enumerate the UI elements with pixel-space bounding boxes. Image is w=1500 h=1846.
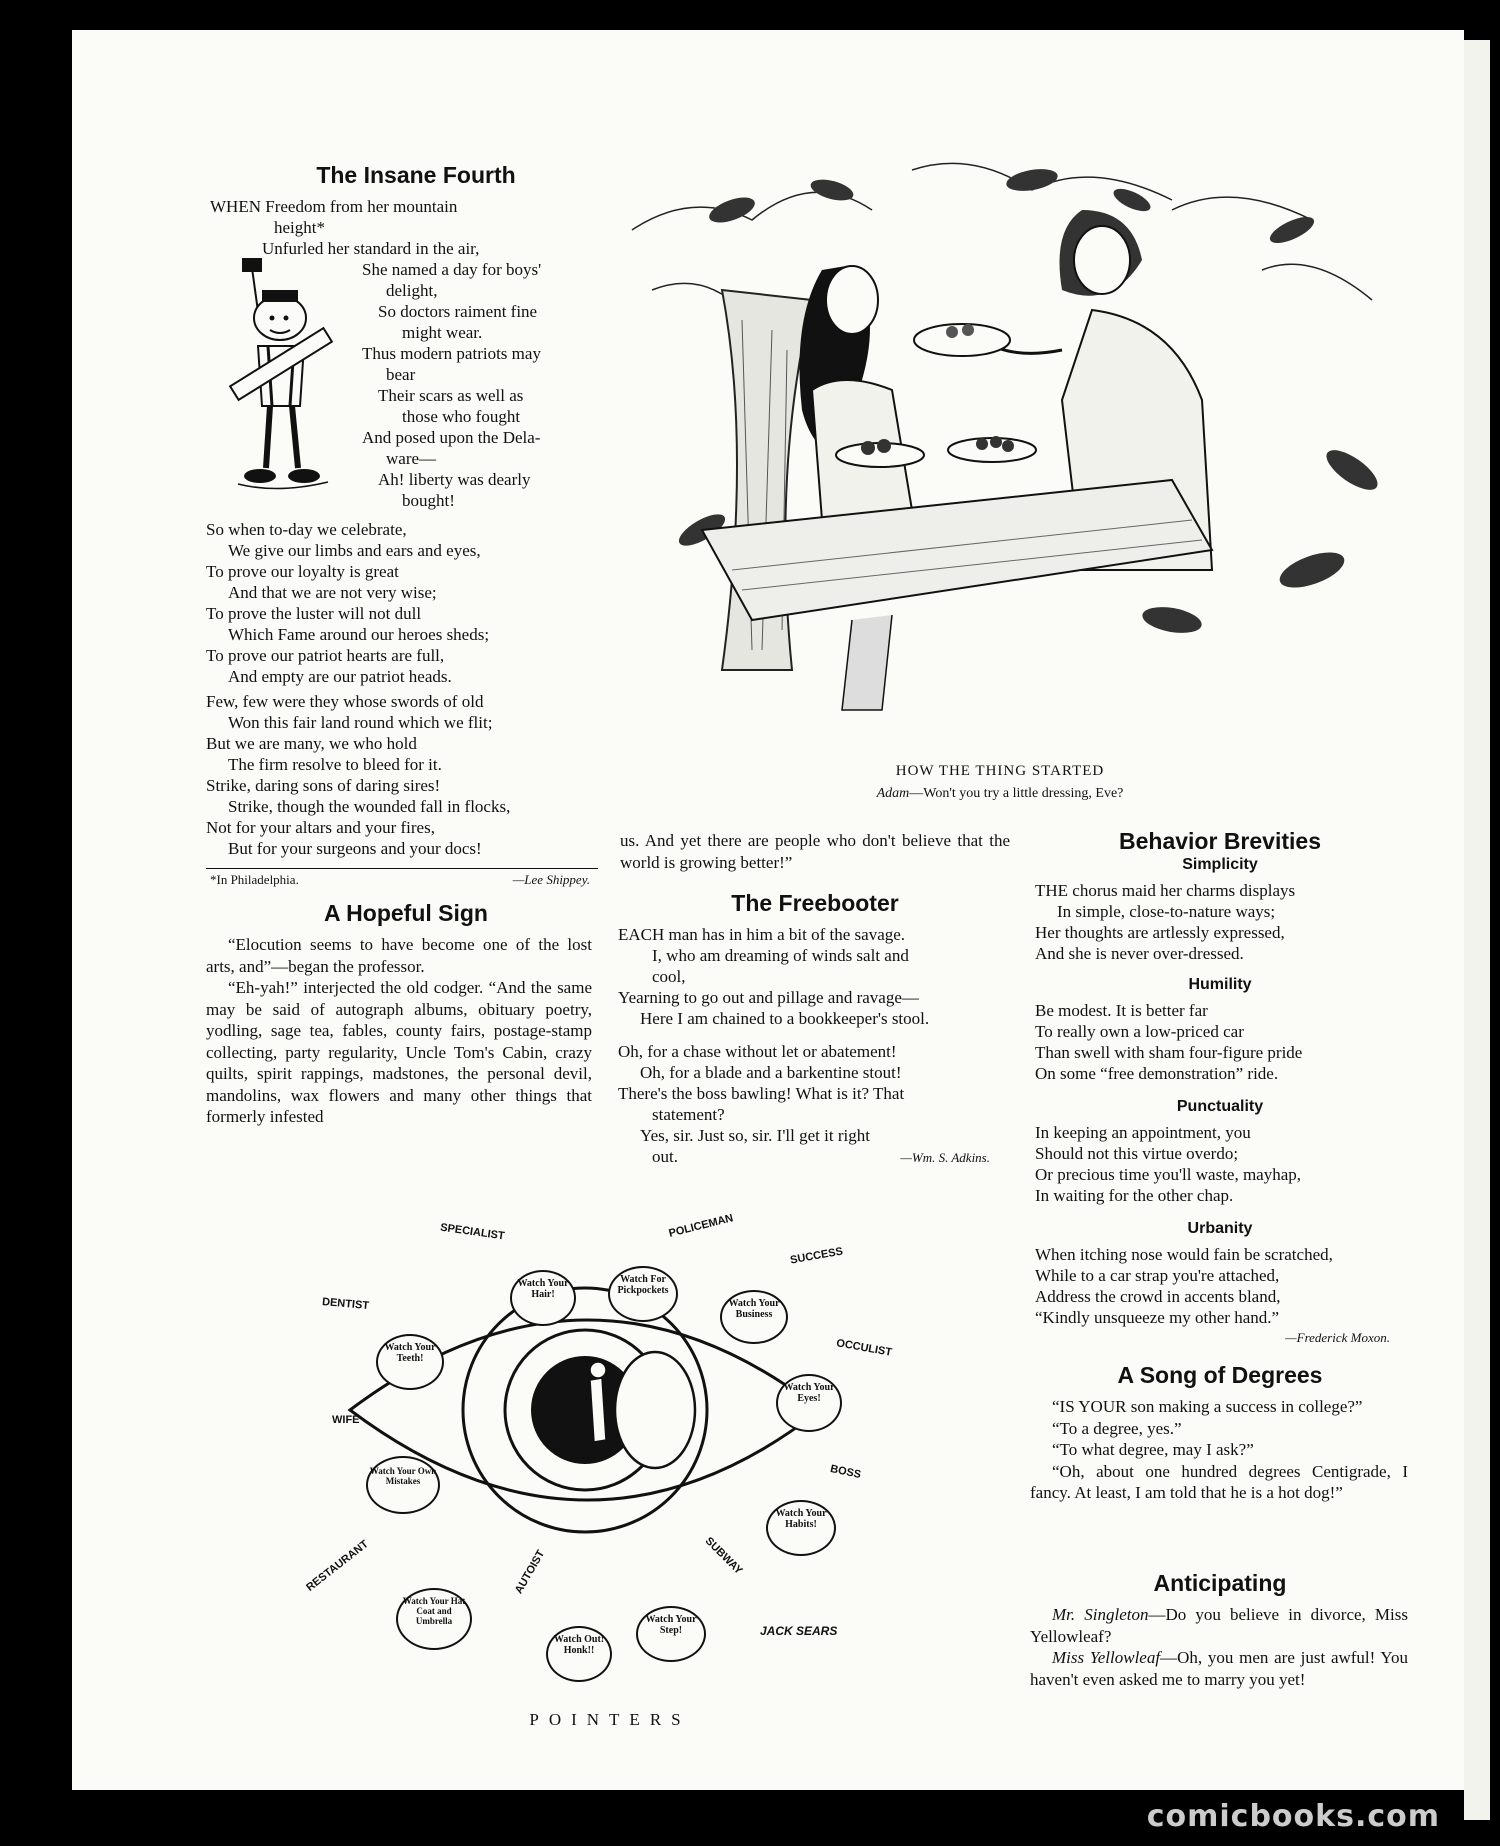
hopeful-sign-continued <box>620 830 1010 873</box>
illustration-quote <box>800 786 1200 802</box>
dialogue-text: —Oh, you men are just awful! You haven't even asked me to marry you yet! <box>1030 1648 1409 1689</box>
poem-line: Ah! liberty was dearly <box>378 470 531 489</box>
verse-line: Should not this virtue overdo; <box>1035 1144 1239 1163</box>
poem-line: I, who am dreaming of winds salt and <box>652 946 909 965</box>
insane-fourth-stanza-2 <box>206 519 606 687</box>
poem-line: But for your surgeons and your docs! <box>228 839 482 858</box>
verse-line: In waiting for the other chap. <box>1035 1186 1234 1205</box>
insane-fourth-stanza-3 <box>206 691 606 859</box>
poem-line: Yes, sir. Just so, sir. I'll get it right <box>640 1126 870 1145</box>
hand-label: SUCCESS <box>789 1245 844 1267</box>
verse-line: In keeping an appointment, you <box>1035 1123 1251 1142</box>
poem-line: Their scars as well as <box>378 386 524 405</box>
poem-line: So doctors raiment fine <box>378 302 538 321</box>
poem-line: cool, <box>652 967 686 986</box>
eye-message: Watch Out! Honk!! <box>546 1626 612 1682</box>
hand-label: OCCULIST <box>835 1337 893 1359</box>
simplicity-verse <box>1035 880 1415 964</box>
paragraph: “Eh-yah!” interjected the old codger. “And the same may be said of autograph albums, obituary poetry, yodling, sage tea, fables, county fairs, postage-stamp collecting, party regularity, Uncle Tom's Cabin, crazy quilts, spirit rappings, madstones, the personal devil, mandolins, wax flowers and many other things that formerly infested <box>206 978 592 1126</box>
verse-line: Or precious time you'll waste, mayhap, <box>1035 1165 1302 1184</box>
quote-text: —Won't you try a little dressing, Eve? <box>909 786 1124 801</box>
speaker-name: Miss Yellowleaf <box>1052 1648 1161 1667</box>
verse-line: Her thoughts are artlessly expressed, <box>1035 923 1285 942</box>
anticipating-title: Anticipating <box>1153 1570 1287 1596</box>
verse-line: And she is never over-dressed. <box>1035 944 1244 963</box>
verse-line: Than swell with sham four-figure pride <box>1035 1043 1303 1062</box>
eye-message: Watch Your Business <box>720 1290 788 1344</box>
poem-line: WHEN Freedom from her mountain <box>210 197 458 216</box>
eye-message: Watch Your Step! <box>636 1606 706 1662</box>
verse-line: While to a car strap you're attached, <box>1035 1266 1280 1285</box>
verse-line: On some “free demonstration” ride. <box>1035 1064 1279 1083</box>
paragraph <box>1030 1647 1408 1690</box>
poem-line: We give our limbs and ears and eyes, <box>228 541 481 560</box>
hand-label: POLICEMAN <box>667 1212 735 1240</box>
verse-line: To really own a low-priced car <box>1035 1022 1244 1041</box>
verse-line: In simple, close-to-nature ways; <box>1057 902 1276 921</box>
poem-line: Oh, for a blade and a barkentine stout! <box>640 1063 902 1082</box>
hand-label: SPECIALIST <box>439 1221 506 1243</box>
poem-line: Won this fair land round which we flit; <box>228 713 493 732</box>
section-heading: Simplicity <box>1182 856 1258 873</box>
eye-message: Watch Your Teeth! <box>376 1334 444 1390</box>
facing-page-edge <box>1464 40 1490 1820</box>
speaker-name: Adam <box>876 786 910 801</box>
poem-line: So when to-day we celebrate, <box>206 520 407 539</box>
poem-line: delight, <box>386 281 438 300</box>
boy-firecracker-illustration <box>218 256 350 496</box>
eye-message: Watch Your Habits! <box>766 1500 836 1556</box>
poem-line: ware— <box>386 449 437 468</box>
verse-line: “Kindly unsqueeze my other hand.” <box>1035 1308 1280 1327</box>
hand-label: AUTOIST <box>512 1548 548 1596</box>
pointers-caption: POINTERS <box>529 1710 691 1729</box>
song-of-degrees-title: A Song of Degrees <box>1117 1362 1323 1388</box>
poem-line: And empty are our patriot heads. <box>228 667 452 686</box>
urbanity-verse <box>1035 1244 1415 1328</box>
paragraph: “IS YOUR son making a success in college?” <box>1052 1397 1363 1416</box>
poem-line: Oh, for a chase without let or abatement! <box>618 1042 897 1061</box>
poem-line: statement? <box>652 1105 725 1124</box>
poem-line: Few, few were they whose swords of old <box>206 692 484 711</box>
poem-line: The firm resolve to bleed for it. <box>228 755 442 774</box>
verse-line: When itching nose would fain be scratched, <box>1035 1245 1333 1264</box>
eye-message: Watch For Pickpockets <box>608 1266 678 1322</box>
artist-signature: JACK SEARS <box>760 1624 838 1638</box>
poem-line: But we are many, we who hold <box>206 734 417 753</box>
hand-label: SUBWAY <box>702 1535 745 1577</box>
author-credit: —Frederick Moxon. <box>1285 1330 1390 1345</box>
freebooter-title: The Freebooter <box>731 890 899 916</box>
stanza-gap <box>618 1029 1018 1041</box>
hand-label: WIFE <box>332 1414 360 1426</box>
poem-line: Which Fame around our heroes sheds; <box>228 625 490 644</box>
poem-line: Not for your altars and your fires, <box>206 818 435 837</box>
poem-line: Thus modern patriots may <box>362 344 541 363</box>
speaker-name: Mr. Singleton <box>1052 1605 1149 1624</box>
freebooter-poem <box>618 924 1018 1167</box>
illustration-caption: HOW THE THING STARTED <box>895 763 1105 779</box>
poem-line: out. <box>652 1147 678 1166</box>
poem-line: might wear. <box>402 323 483 342</box>
paragraph: “To what degree, may I ask?” <box>1052 1440 1254 1459</box>
song-of-degrees-body <box>1030 1396 1408 1504</box>
paragraph: us. And yet there are people who don't believe that the world is growing better!” <box>620 831 1010 872</box>
hopeful-sign-body <box>206 934 592 1128</box>
poem-line: Strike, daring sons of daring sires! <box>206 776 441 795</box>
poem-line: To prove our loyalty is great <box>206 562 399 581</box>
poem-line: She named a day for boys' <box>362 260 542 279</box>
adam-eve-illustration <box>612 150 1402 760</box>
eye-message: Watch Your Hat Coat and Umbrella <box>396 1588 472 1650</box>
poem-line: height* <box>274 218 325 237</box>
humility-verse <box>1035 1000 1415 1084</box>
poem-line: EACH man has in him a bit of the savage. <box>618 925 906 944</box>
poem-line: Yearning to go out and pillage and ravage— <box>618 988 919 1007</box>
verse-line: THE chorus maid her charms displays <box>1035 881 1296 900</box>
eye-message: Watch Your Eyes! <box>776 1374 842 1432</box>
section-heading: Humility <box>1188 976 1252 993</box>
verse-line: Address the crowd in accents bland, <box>1035 1287 1281 1306</box>
footnote-rule <box>206 868 598 869</box>
poem-line: Unfurled her standard in the air, <box>262 239 480 258</box>
punctuality-verse <box>1035 1122 1415 1206</box>
author-credit: —Lee Shippey. <box>512 872 590 887</box>
poem-line: bear <box>386 365 416 384</box>
anticipating-body <box>1030 1604 1408 1690</box>
eye-message: Watch Your Own Mistakes <box>366 1456 440 1514</box>
paragraph: “Elocution seems to have become one of the lost arts, and”—began the professor. <box>206 935 592 976</box>
behavior-brevities-title: Behavior Brevities <box>1119 828 1321 854</box>
dialogue-text: —Do you believe in divorce, Miss Yellowleaf? <box>1030 1605 1408 1646</box>
paragraph <box>1030 1604 1408 1647</box>
verse-line: Be modest. It is better far <box>1035 1001 1208 1020</box>
eye-message: Watch Your Hair! <box>510 1270 576 1326</box>
paragraph: “To a degree, yes.” <box>1052 1418 1182 1438</box>
poem-line: And that we are not very wise; <box>228 583 437 602</box>
poem-line: And posed upon the Dela- <box>362 428 541 447</box>
author-credit: —Wm. S. Adkins. <box>900 1150 990 1165</box>
poem-line: Strike, though the wounded fall in flocks, <box>228 797 511 816</box>
poem-line: those who fought <box>402 407 521 426</box>
poem-line: To prove the luster will not dull <box>206 604 422 623</box>
insane-fourth-title: The Insane Fourth <box>316 162 516 188</box>
hand-label: DENTIST <box>321 1295 370 1313</box>
hand-label: BOSS <box>829 1462 863 1482</box>
hand-label: RESTAURANT <box>304 1538 371 1594</box>
site-watermark: comicbooks.com <box>1146 1799 1440 1834</box>
footnote: *In Philadelphia. <box>210 872 299 887</box>
section-heading: Urbanity <box>1187 1220 1253 1237</box>
section-heading: Punctuality <box>1176 1098 1264 1115</box>
hopeful-sign-title: A Hopeful Sign <box>324 900 488 926</box>
poem-line: bought! <box>402 491 455 510</box>
poem-line: There's the boss bawling! What is it? That <box>618 1084 905 1103</box>
pointers-cartoon <box>260 1190 960 1670</box>
poem-line: Here I am chained to a bookkeeper's stool. <box>640 1009 930 1028</box>
poem-line: To prove our patriot hearts are full, <box>206 646 445 665</box>
paragraph: “Oh, about one hundred degrees Centigrade, I fancy. At least, I am told that he is a hot dog!” <box>1030 1461 1408 1502</box>
